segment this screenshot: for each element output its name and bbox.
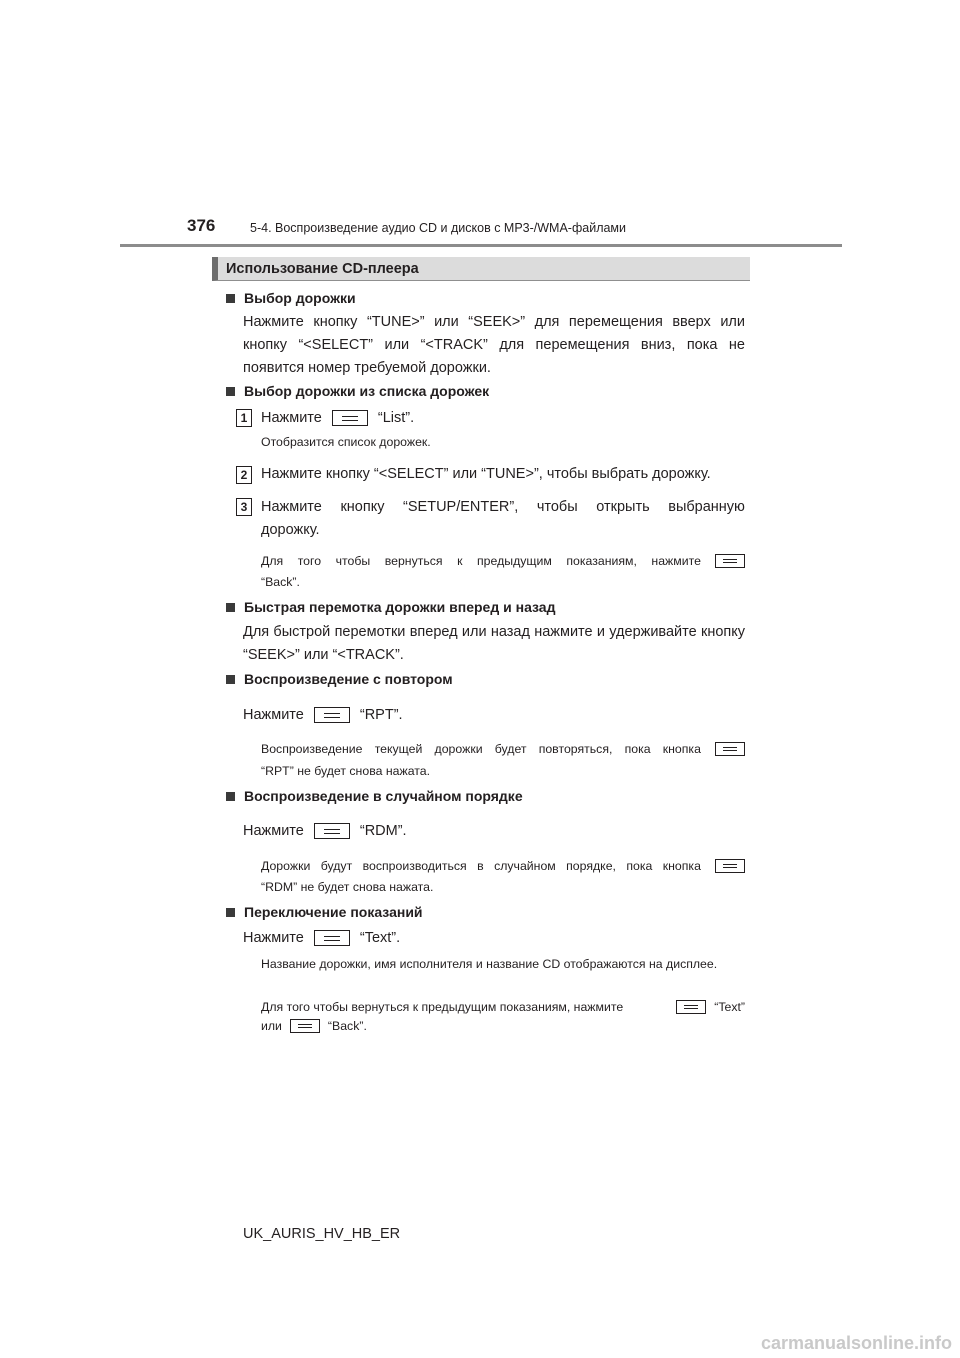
step-3-note-line1: Для того чтобы вернуться к предыдущим показаниям, нажмите (261, 552, 745, 570)
chapter-title: 5-4. Воспроизведение аудио CD и дисков с MP3-/WMA-файлами (250, 221, 627, 235)
step-3-line1: Нажмите кнопку “SETUP/ENTER”, чтобы открыть выбранную (261, 499, 745, 515)
square-bullet-icon (226, 675, 235, 684)
random-note-line2: “RDM” не будет снова нажата. (261, 880, 434, 894)
step-1-text-after: “List”. (377, 410, 415, 426)
heading-fast-seek (226, 599, 555, 615)
fast-seek-text: Для быстрой перемотки вперед или назад нажмите и удерживайте кнопку “SEEK>” или “<TRACK”. (243, 624, 745, 663)
section-title-bar (212, 257, 750, 281)
heading-track-select (226, 290, 356, 306)
watermark: carmanualsonline.info (760, 1333, 952, 1353)
screen-button-icon (314, 707, 350, 723)
square-bullet-icon (226, 387, 235, 396)
document-code: UK_AURIS_HV_HB_ER (243, 1226, 401, 1242)
step-1-note: Отобразится список дорожек. (261, 435, 431, 449)
heading-track-list (226, 383, 489, 399)
screen-button-icon (332, 410, 368, 426)
heading-text: Быстрая перемотка дорожки вперед и назад (244, 599, 556, 615)
step-number-1: 1 (236, 409, 252, 427)
screen-button-icon (314, 823, 350, 839)
square-bullet-icon (226, 792, 235, 801)
header-rule (120, 244, 842, 247)
random-note-line1: Дорожки будут воспроизводиться в случайном порядке, пока кнопка (261, 857, 745, 875)
step-1-text-before: Нажмите (261, 410, 322, 426)
track-select-text: Нажмите кнопку “TUNE>” или “SEEK>” для перемещения вверх или кнопку “<SELECT” или “<TRACK” для перемещения вниз, пока не появится номер требуемой дорожки. (243, 314, 745, 376)
screen-button-icon (676, 1000, 706, 1014)
display-switch-note-2-line1: Для того чтобы вернуться к предыдущим показаниям, нажмите “Text” (261, 1000, 745, 1014)
step-1-line (261, 408, 414, 428)
square-bullet-icon (226, 908, 235, 917)
heading-repeat (226, 671, 453, 687)
heading-text: Воспроизведение с повтором (244, 671, 453, 687)
repeat-note-line1: Воспроизведение текущей дорожки будет повторяться, пока кнопка (261, 740, 745, 758)
repeat-note-line2: “RPT” не будет снова нажата. (261, 764, 431, 778)
display-switch-note-1: Название дорожки, имя исполнителя и название CD отображаются на дисплее. (261, 957, 718, 971)
heading-display-switch (226, 904, 423, 920)
random-line: Нажмите “RDM”. (243, 823, 407, 839)
heading-text: Переключение показаний (244, 904, 423, 920)
screen-button-icon (715, 554, 745, 568)
section-title: Использование CD-плеера (226, 261, 419, 277)
heading-text: Выбор дорожки из списка дорожек (244, 383, 490, 399)
display-switch-note-2-line2: или “Back”. (261, 1019, 367, 1033)
heading-text: Воспроизведение в случайном порядке (244, 788, 523, 804)
step-2-text: Нажмите кнопку “<SELECT” или “TUNE>”, чтобы выбрать дорожку. (261, 466, 711, 482)
page-number: 376 (187, 216, 216, 235)
repeat-line: Нажмите “RPT”. (243, 707, 403, 723)
screen-button-icon (290, 1019, 320, 1033)
step-3-note-line2: “Back”. (261, 575, 300, 589)
heading-text: Выбор дорожки (244, 290, 356, 306)
screen-button-icon (314, 930, 350, 946)
square-bullet-icon (226, 294, 235, 303)
heading-random (226, 788, 523, 804)
screen-button-icon (715, 742, 745, 756)
step-number-3: 3 (236, 498, 252, 516)
display-switch-line: Нажмите “Text”. (243, 930, 401, 946)
step-number-2: 2 (236, 466, 252, 484)
square-bullet-icon (226, 603, 235, 612)
step-3-line2: дорожку. (261, 522, 320, 538)
screen-button-icon (715, 859, 745, 873)
